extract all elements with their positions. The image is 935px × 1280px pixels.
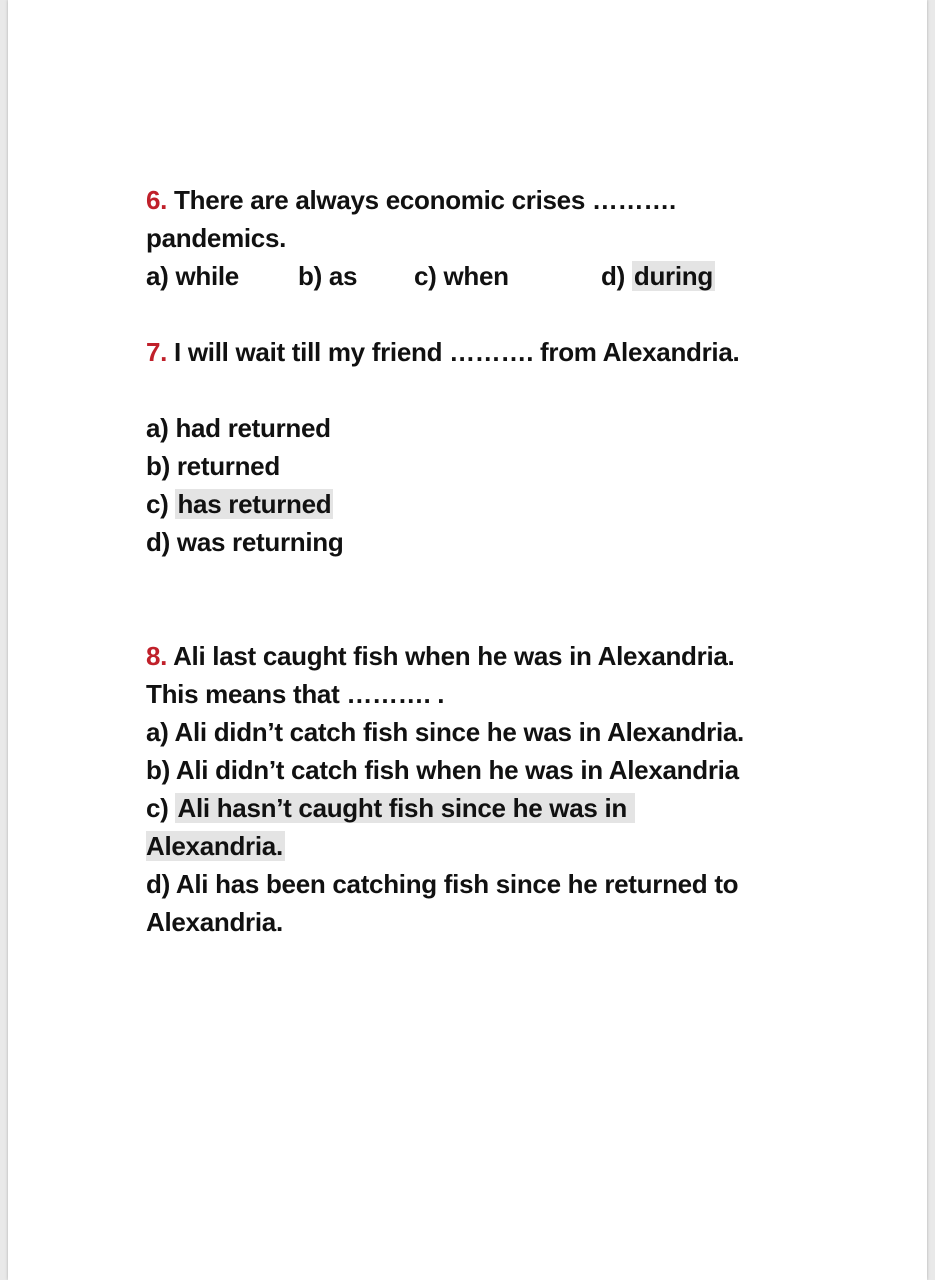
question-8-option-d-line-1: d) Ali has been catching fish since he returned to xyxy=(146,869,739,899)
question-7-text: I will wait till my friend ………. from Alexandria. xyxy=(174,337,740,367)
question-7-option-a: a) had returned xyxy=(146,413,331,443)
question-6-options xyxy=(146,259,886,293)
question-8-option-d-line-2: Alexandria. xyxy=(146,907,283,937)
question-6-option-b: b) as xyxy=(298,261,358,291)
question-7-option-d-prefix: d) xyxy=(146,527,170,557)
question-8-option-a: a) Ali didn’t catch fish since he was in Alexandria. xyxy=(146,717,744,747)
question-6-stem-line-2: pandemics. xyxy=(146,223,287,253)
question-7-option-c-prefix: c) xyxy=(146,489,169,519)
question-7-option-b: b) returned xyxy=(146,451,280,481)
question-6-text: There are always economic crises ………. xyxy=(174,185,676,215)
question-8-stem-line-1 xyxy=(146,639,734,673)
question-7-stem xyxy=(146,335,739,369)
question-6-option-d-prefix: d) xyxy=(601,261,625,291)
question-8-option-c-prefix: c) xyxy=(146,793,169,823)
question-7-option-c-answer-highlight: has returned xyxy=(177,489,332,519)
question-8-stem-line-2: This means that ………. . xyxy=(146,679,445,709)
question-6-option-d-answer-highlight: during xyxy=(633,261,713,291)
question-7-option-c xyxy=(146,487,333,521)
question-8-option-c-line-2 xyxy=(146,829,285,863)
question-6-number: 6. xyxy=(146,185,168,215)
question-8-option-c-line-1 xyxy=(146,791,635,825)
question-7-number: 7. xyxy=(146,337,168,367)
question-7-option-d xyxy=(146,525,343,559)
question-8-option-c-answer-highlight-continued: Alexandria. xyxy=(146,831,283,861)
question-6-option-d xyxy=(601,259,715,293)
question-8-text: Ali last caught fish when he was in Alexandria. xyxy=(173,641,735,671)
question-8-option-c-answer-highlight: Ali hasn’t caught fish since he was in xyxy=(175,793,634,823)
question-6-option-c: c) when xyxy=(414,261,509,291)
question-8-number: 8. xyxy=(146,641,168,671)
question-7-option-d-label: was returning xyxy=(176,527,344,557)
question-6-stem-line-1 xyxy=(146,183,676,217)
document-page xyxy=(8,0,927,1280)
question-8-option-b: b) Ali didn’t catch fish when he was in Alexandria xyxy=(146,755,739,785)
question-6-option-a: a) while xyxy=(146,261,239,291)
